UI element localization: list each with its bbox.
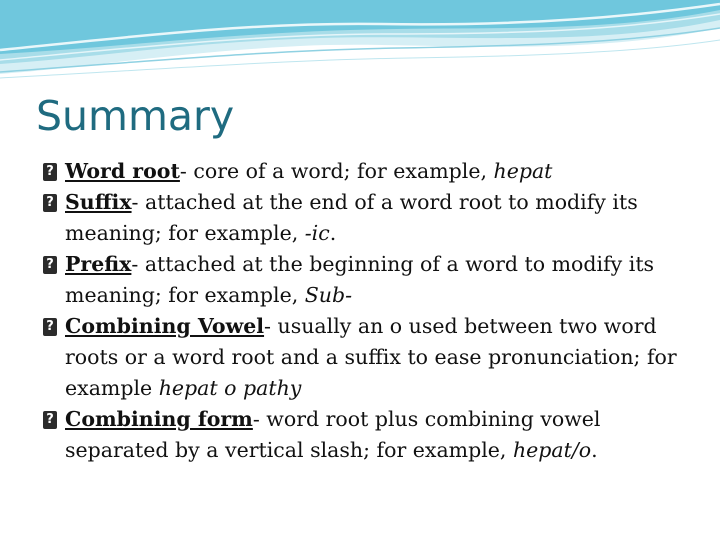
slide-title: Summary	[36, 92, 235, 140]
bullet-prefix	[40, 249, 680, 311]
term-combining-vowel: Combining Vowel	[65, 314, 265, 338]
header-wave-decoration	[0, 0, 720, 90]
example-word-root: hepat	[493, 159, 553, 183]
term-word-root: Word root	[65, 159, 180, 183]
term-suffix: Suffix	[65, 190, 132, 214]
end-suffix: .	[329, 221, 337, 245]
definition-suffix: - attached at the end of a word root to modify its meaning; for example,	[65, 190, 638, 245]
example-suffix: -ic	[304, 221, 330, 245]
example-combining-vowel: hepat o pathy	[158, 376, 302, 400]
definition-combining-vowel: - usually an o used between two word roots or a word root and a suffix to ease pronunciation; for example	[65, 314, 677, 400]
bullet-glyph-icon: ?	[40, 156, 62, 187]
definition-word-root: - core of a word; for example,	[179, 159, 494, 183]
end-combining-form: .	[591, 438, 598, 462]
bullet-glyph-icon: ?	[40, 311, 62, 342]
example-combining-form: hepat/o	[512, 438, 592, 462]
bullet-word-root	[40, 156, 680, 187]
bullet-list	[40, 156, 680, 466]
example-prefix: Sub-	[304, 283, 353, 307]
term-combining-form: Combining form	[65, 407, 253, 431]
bullet-glyph-icon: ?	[40, 404, 62, 435]
bullet-combining-form	[40, 404, 680, 466]
term-prefix: Prefix	[65, 252, 132, 276]
bullet-combining-vowel	[40, 311, 680, 404]
bullet-suffix	[40, 187, 680, 249]
bullet-glyph-icon: ?	[40, 249, 62, 280]
bullet-glyph-icon: ?	[40, 187, 62, 218]
definition-combining-form: - word root plus combining vowel separated by a vertical slash; for example,	[65, 407, 601, 462]
definition-prefix: - attached at the beginning of a word to modify its meaning; for example,	[65, 252, 655, 307]
